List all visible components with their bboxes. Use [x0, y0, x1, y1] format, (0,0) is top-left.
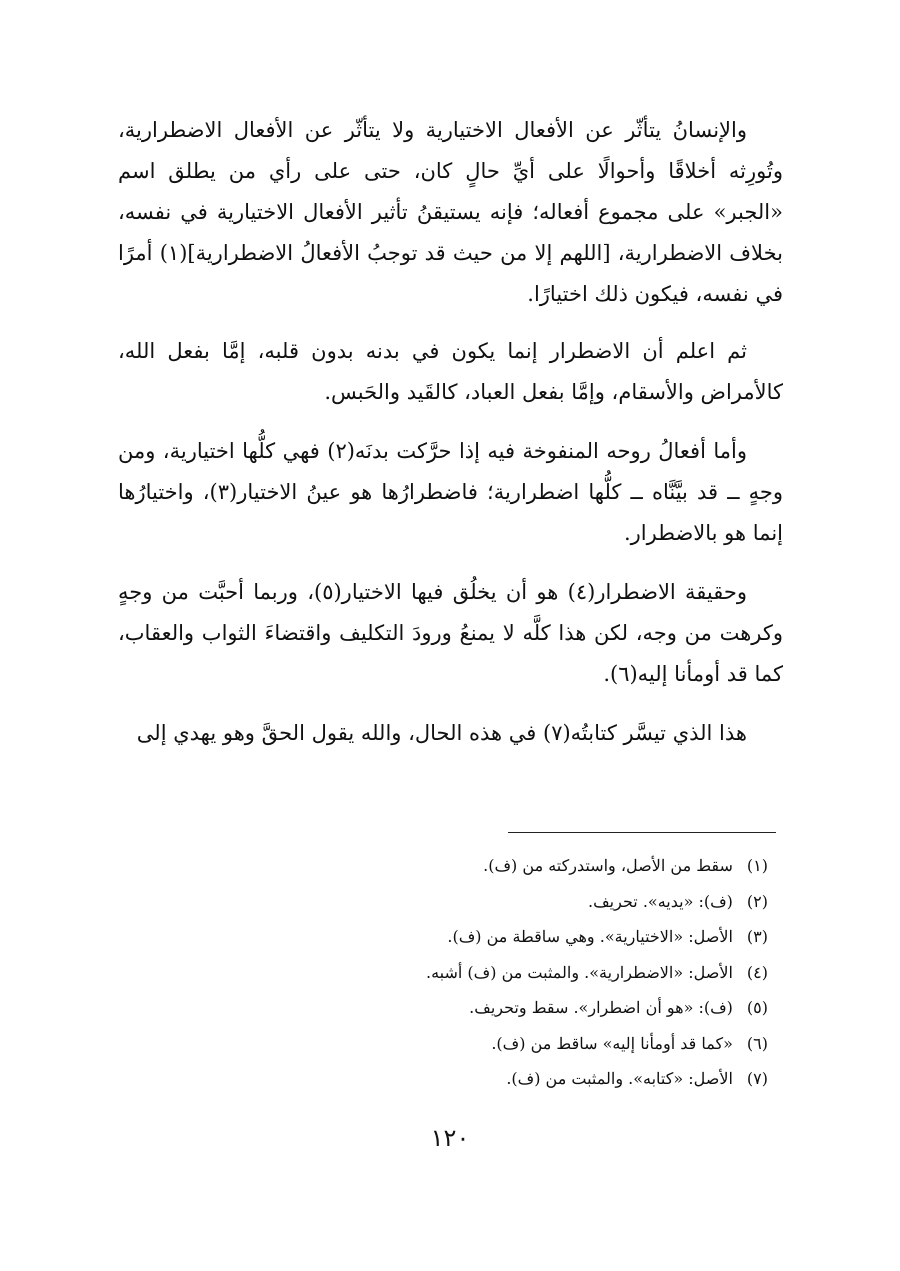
footnote-text: (ف): «يديه». تحريف.: [588, 891, 733, 911]
page-number: ١٢٠: [430, 1124, 470, 1152]
footnote: [300, 955, 768, 991]
paragraph: هذا الذي تيسَّر كتابتُه(٧) في هذه الحال، والله يقول الحقَّ وهو يهدي إلى: [136, 721, 747, 745]
paragraph: وحقيقة الاضطرار(٤) هو أن يخلُق فيها الاختيار(٥)، وربما أحبَّت من وجهٍ وكرهت من وجه، لكن هذا كلَّه لا يمنعُ ورودَ التكليف واقتضاءَ الثواب والعقاب، كما قد أومأنا إليه(٦).: [118, 580, 783, 686]
footnote: [300, 990, 768, 1026]
footnote-number: (٣): [746, 927, 768, 946]
paragraph: والإنسانُ يتأثّر عن الأفعال الاختيارية ولا يتأثّر عن الأفعال الاضطرارية، وتُورِثه أخلاقًا وأحوالًا على أيِّ حالٍ كان، حتى على رأي من يطلق اسم «الجبر» على مجموع أفعاله؛ فإنه يستيقنُ تأثير الأفعال الاختيارية في نفسه، بخلاف الاضطرارية، [اللهم إلا من حيث قد توجبُ الأفعالُ الاضطرارية](١) أمرًا في نفسه، فيكون ذلك اختيارًا.: [118, 118, 783, 306]
footnote: [300, 848, 768, 884]
footnote-text: الأصل: «الاضطرارية». والمثبت من (ف) أشبه.: [426, 962, 733, 982]
footnote-number: (٦): [746, 1033, 768, 1053]
paragraph: وأما أفعالُ روحه المنفوخة فيه إذا حرَّكت بدنَه(٢) فهي كلُّها اختيارية، ومن وجهٍ ــ قد بيَّنَّاه ــ كلُّها اضطرارية؛ فاضطرارُها هو عينُ الاختيار(٣)، واختيارُها إنما هو بالاضطرار.: [118, 439, 783, 545]
footnote-text: سقط من الأصل، واستدركته من (ف).: [483, 856, 733, 875]
footnote-number: (٧): [746, 1069, 768, 1088]
footnote: [300, 1061, 768, 1097]
footnote-separator: [508, 832, 776, 833]
footnote-text: الأصل: «الاختيارية». وهي ساقطة من (ف).: [447, 927, 733, 946]
main-text: [118, 110, 783, 772]
footnote-number: (٤): [746, 962, 768, 982]
footnote-text: (ف): «هو أن اضطرار». سقط وتحريف.: [469, 998, 733, 1017]
footnote-text: الأصل: «كتابه». والمثبت من (ف).: [506, 1069, 733, 1088]
footnote-number: (١): [746, 856, 768, 875]
footnote: [300, 1026, 768, 1062]
footnote: [300, 884, 768, 920]
footnote-number: (٥): [746, 998, 768, 1017]
footnote-number: (٢): [746, 891, 768, 911]
footnote: [300, 919, 768, 955]
footnote-text: «كما قد أومأنا إليه» ساقط من (ف).: [491, 1033, 733, 1053]
footnotes: [300, 848, 768, 1097]
paragraph: ثم اعلم أن الاضطرار إنما يكون في بدنه بدون قلبه، إمَّا بفعل الله، كالأمراض والأسقام، وإمَّا بفعل العباد، كالقَيد والحَبس.: [118, 339, 783, 404]
